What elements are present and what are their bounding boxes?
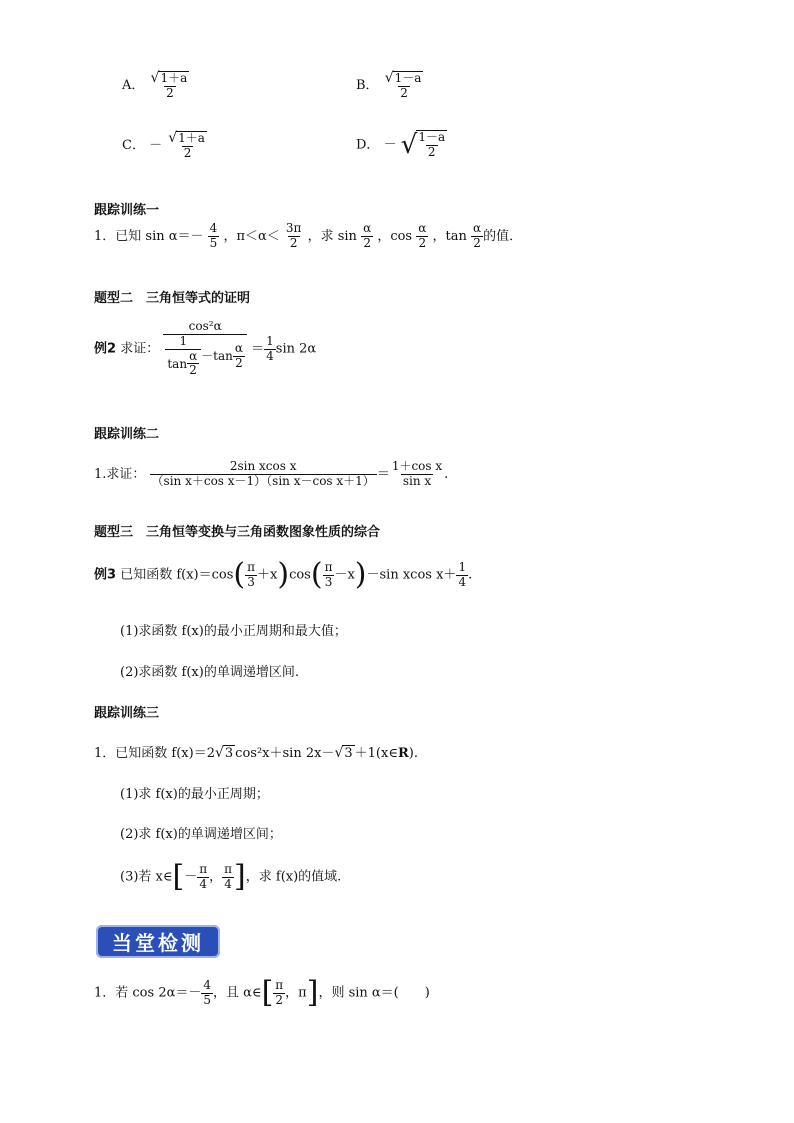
practice3-sub2: (2)求 f(x)的单调递增区间； (120, 827, 282, 842)
p1-mid3: ，cos (377, 228, 413, 244)
example3: 例3 已知函数 f(x)＝cos( $\frac{\pi}{3}$ ＋x)cos( $\frac{\pi}{3}$ －x)－sin xcos x＋ $\frac{1}{4}$ . (94, 557, 473, 592)
example3-label: 例3 (94, 567, 117, 583)
ex3-text1: 已知函数 f(x)＝cos (120, 567, 234, 583)
option-b-den: 2 (400, 86, 408, 101)
example3-sub1: (1)求函数 f(x)的最小正周期和最大值； (120, 624, 347, 639)
practice2-question: 1.求证： $\frac{\text{2sin xcos x}}{\text{（sin x＋cos x－1）（sin x－cos x＋1）}}$ ＝ $\frac{\text{1＋cos x}}{\text{sin x}}$ . (94, 459, 449, 488)
example2-label: 例2 (94, 341, 117, 357)
practice1-question (94, 222, 522, 251)
p1-suffix: 的值． (483, 228, 523, 244)
option-a-fraction: $\frac{√1+a}{2}$ (150, 70, 188, 101)
p1-frac-4: $\frac{\alpha}{2}$ (418, 221, 427, 250)
option-a (122, 70, 191, 101)
option-d-label: D． (356, 137, 380, 153)
p1-mid4: ，tan (432, 228, 467, 244)
example3-sub2: (2)求函数 f(x)的单调递增区间. (120, 665, 299, 680)
example2-rhs-fraction: $\frac{1}{4}$ (266, 333, 274, 363)
example2-text: 求证： (120, 341, 160, 357)
p1-prefix: 1．已知 sin α＝－ (94, 228, 204, 244)
p1-frac-2: $\frac{3\pi}{2}$ (285, 221, 302, 250)
p2-lhs-fraction: $\frac{\text{2sin xcos x}}{\text{（sin x＋cos x－1）（sin x－cos x＋1）}}$ (151, 459, 375, 488)
option-b-fraction: $\frac{√1-a}{2}$ (384, 70, 422, 101)
option-b (356, 70, 425, 101)
option-c-radicand: 1＋a (178, 131, 205, 145)
p1-frac-1: $\frac{4}{5}$ (209, 221, 218, 250)
option-d: D． － √ $\frac{1-a}{2}$ (356, 130, 446, 160)
option-c (122, 130, 209, 161)
option-c-label: C． (122, 137, 145, 153)
example2-lhs-fraction (163, 320, 247, 378)
option-b-radicand: 1－a (394, 71, 422, 85)
example2 (94, 320, 316, 378)
example2-lhs-num: cos²α (188, 319, 222, 333)
option-d-num: 1－a (418, 130, 446, 145)
p1-mid1: ，π＜α＜ (223, 228, 280, 244)
example2-rhs-tail: sin 2α (275, 341, 317, 357)
practice2-heading: 跟踪训练二 (94, 427, 160, 442)
option-a-label: A． (122, 77, 145, 93)
type2-heading: 题型二 三角恒等式的证明 (94, 291, 251, 306)
option-d-fraction (416, 130, 447, 160)
type3-heading: 题型三 三角恒等变换与三角函数图象性质的综合 (94, 525, 381, 540)
option-c-den: 2 (183, 146, 192, 161)
practice1-heading: 跟踪训练一 (94, 203, 160, 218)
option-d-sign: － (383, 137, 397, 153)
option-d-den: 2 (427, 145, 436, 159)
option-c-sign: － (149, 137, 163, 153)
option-b-label: B． (356, 77, 379, 93)
p2-eq: ＝ (376, 466, 390, 482)
example2-lhs-den: 1 tan $\frac{\alpha}{2}$ －tan $\frac{\alpha}{2}$ (163, 334, 247, 378)
practice3-question: 1．已知函数 f(x)＝2√3 cos²x＋sin 2x－√3 ＋1(x∈R). (94, 745, 418, 761)
check-question: 1．若 cos 2α＝－ $\frac{4}{5}$ ，且 α∈[ $\frac{\pi}{2}$ ，π]，则 sin α＝( ) (94, 975, 430, 1010)
p1-frac-3: $\frac{\alpha}{2}$ (363, 221, 372, 250)
p2-prefix: 1.求证： (94, 466, 146, 482)
example2-eq: ＝ (251, 341, 265, 357)
p1-frac-5: $\frac{\alpha}{2}$ (473, 221, 482, 250)
p2-rhs-fraction: $\frac{\text{1＋cos x}}{\text{sin x}}$ (391, 459, 443, 488)
practice3-sub1: (1)求 f(x)的最小正周期； (120, 787, 269, 802)
option-c-fraction: $\frac{√1+a}{2}$ (168, 130, 205, 161)
option-a-den: 2 (166, 86, 174, 101)
check-banner: 当堂检测 (96, 925, 220, 958)
practice3-heading: 跟踪训练三 (94, 706, 160, 721)
option-a-radicand: 1＋a (160, 71, 188, 85)
p1-mid2: ，求 sin (307, 228, 357, 244)
practice3-sub3: (3)若 x∈[－ $\frac{\pi}{4}$ ， $\frac{\pi}{4}$ ]，求 f(x)的值域. (120, 859, 342, 894)
